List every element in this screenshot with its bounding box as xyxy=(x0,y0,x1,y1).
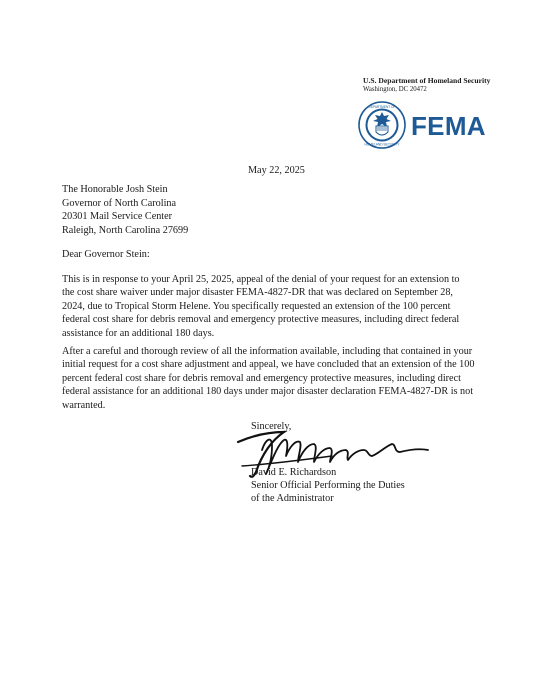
paragraph-line: percent federal cost share for debris removal and emergency protective measures, including direct xyxy=(62,372,461,384)
paragraph-line: federal assistance for an additional 180 days under major disaster declaration FEMA-4827-DR is not xyxy=(62,386,474,398)
recipient-line: The Honorable Josh Stein xyxy=(62,184,168,195)
letterhead-address xyxy=(363,76,533,94)
body-paragraph-2 xyxy=(62,345,494,412)
signatory-title: of the Administrator xyxy=(251,493,334,505)
signatory-name: David E. Richardson xyxy=(251,467,337,478)
paragraph-line: assistance for an additional 180 days. xyxy=(62,327,215,339)
recipient-line: Governor of North Carolina xyxy=(62,197,177,209)
paragraph-line: the cost share waiver under major disaster FEMA-4827-DR that was declared on September 28, xyxy=(62,287,453,299)
recipient-address xyxy=(62,183,188,237)
paragraph-line: federal cost share for debris removal and emergency protective measures, including direct federal xyxy=(62,314,460,326)
salutation: Dear Governor Stein: xyxy=(62,249,150,260)
department-name: U.S. Department of Homeland Security xyxy=(363,76,491,85)
svg-text:HOMELAND SECURITY: HOMELAND SECURITY xyxy=(364,142,400,147)
signature-block xyxy=(251,466,405,506)
dhs-seal-icon xyxy=(358,101,406,149)
svg-text:DEPARTMENT OF: DEPARTMENT OF xyxy=(368,105,396,109)
paragraph-line: warranted. xyxy=(62,399,106,411)
recipient-line: 20301 Mail Service Center xyxy=(62,211,173,223)
department-address: Washington, DC 20472 xyxy=(363,86,427,93)
paragraph-line: 2024, due to Tropical Storm Helene. You specifically requested an extension of the 100 percent xyxy=(62,300,451,312)
paragraph-line: This is in response to your April 25, 2025, appeal of the denial of your request for an extension to xyxy=(62,274,460,285)
paragraph-line: After a careful and thorough review of all the information available, including that contained in your xyxy=(62,346,473,357)
signatory-title: Senior Official Performing the Duties xyxy=(251,480,405,492)
recipient-line: Raleigh, North Carolina 27699 xyxy=(62,224,189,236)
paragraph-line: initial request for a cost share adjustment and appeal, we have concluded that an extension of the 100 xyxy=(62,359,475,371)
fema-logo-wordmark: FEMA xyxy=(411,111,486,141)
body-paragraph-1 xyxy=(62,273,494,340)
letter-date: May 22, 2025 xyxy=(248,165,305,176)
closing: Sincerely, xyxy=(251,421,292,432)
